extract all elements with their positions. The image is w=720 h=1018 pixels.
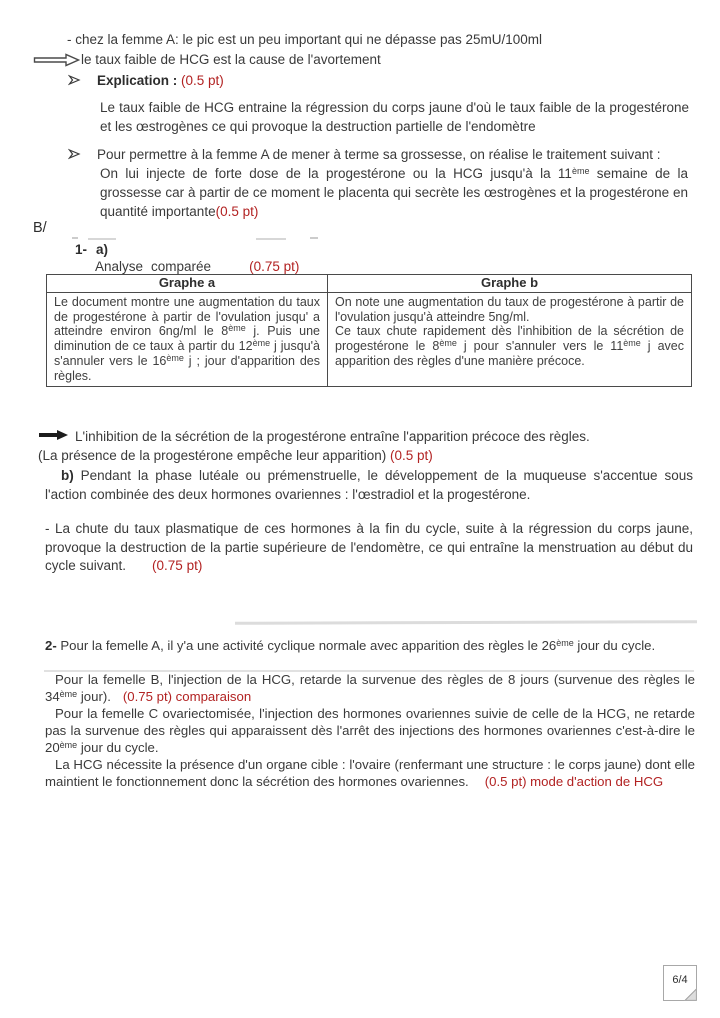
- hollow-arrow-icon: [33, 53, 80, 67]
- answer-2-femelle-a: 2- Pour la femelle A, il y'a une activité cyclique normale avec apparition des règles le 26ème jour du cycle.: [45, 638, 656, 653]
- answer-1b-paragraph: b) Pendant la phase lutéale ou prémenstruelle, le développement de la muqueuse s'accentue sous l'action combinée des deux hormones ovariennes : l'œstradiol et la progestérone.: [45, 468, 693, 502]
- table-body-row: [47, 292, 692, 386]
- solid-arrow-icon: [38, 429, 69, 441]
- table-cell-graphe-a: Le document montre une augmentation du taux de progestérone à partir de l'ovulation jusqu' a atteindre environ 6ng/ml le 8ème j. Puis une diminution de ce taux à partir du 12ème j jusqu'à s'annuler vers le 16ème j ; jour d'apparition des règles.: [47, 292, 328, 386]
- explication-body: Le taux faible de HCG entraine la régression du corps jaune d'où le taux faible de la progestérone et les œstrogènes ce qui provoque la destruction partielle de l'endomètre: [100, 100, 689, 134]
- table-header-graphe-b: Graphe b: [328, 275, 692, 293]
- scan-artifact: [235, 620, 697, 625]
- table-header-row: [47, 275, 692, 293]
- table-header-graphe-a: Graphe a: [47, 275, 328, 293]
- page-fold-icon: [684, 988, 697, 1001]
- intro-line: - chez la femme A: le pic est un peu important qui ne dépasse pas 25mU/100ml: [67, 32, 543, 47]
- page-number: 6/4: [672, 974, 688, 986]
- answer-2-femelle-c: Pour la femelle C ovariectomisée, l'injection des hormones ovariennes suivie de celle de la HCG, ne retarde pas la survenue des règles qui apparaissent dès l'arrêt des injections des hormones ovariennes c'est-à-dire le 20ème jour du cycle.: [45, 706, 695, 755]
- page-number-badge: [663, 965, 697, 1001]
- treatment-heading: Pour permettre à la femme A de mener à terme sa grossesse, on réalise le traitement suivant :: [97, 147, 661, 162]
- answer-1b-chute-paragraph: - La chute du taux plasmatique de ces hormones à la fin du cycle, suite à la régression du corps jaune, provoque la destruction de la partie supérieure de l'endomètre, ce qui entraîne la menstruation au début du cycle suivant. (0.75 pt): [45, 521, 693, 573]
- chevron-bullet-icon: [68, 148, 81, 160]
- scan-artifact: [72, 237, 78, 239]
- graph-comparison-table: [46, 274, 692, 387]
- conclusion-line-1: L'inhibition de la sécrétion de la progestérone entraîne l'apparition précoce des règles.: [75, 429, 590, 444]
- table-cell-graphe-b: On note une augmentation du taux de progestérone à partir de l'ovulation jusqu'à atteindre 5ng/ml. Ce taux chute rapidement dès l'inhibition de la sécrétion de progestérone le 8ème j pour s'annuler vers le 11ème j avec apparition des règles d'une manière précoce.: [328, 292, 692, 386]
- question-1a-label: 1- a): [75, 242, 109, 257]
- analyse-comparee-line: Analyse comparée (0.75 pt): [95, 259, 300, 274]
- explication-heading: Explication : (0.5 pt): [97, 73, 224, 88]
- answer-2-femelle-b: Pour la femelle B, l'injection de la HCG, retarde la survenue des règles de 8 jours (survenue des règles le 34ème jour). (0.75 pt) comparaison: [45, 672, 695, 704]
- scan-artifact: [310, 237, 318, 239]
- answer-2-hcg-mode-action: La HCG nécessite la présence d'un organe cible : l'ovaire (renfermant une structure : le corps jaune) dont elle maintient le fonctionnement donc la sécrétion des hormones ovariennes. (0.5 pt) mode d'action de HCG: [45, 757, 695, 789]
- cause-conclusion-line: le taux faible de HCG est la cause de l'avortement: [81, 52, 381, 67]
- section-b-label: B/: [33, 220, 47, 236]
- conclusion-line-2: (La présence de la progestérone empêche leur apparition) (0.5 pt): [38, 448, 433, 463]
- treatment-body: On lui injecte de forte dose de la progestérone ou la HCG jusqu'à la 11ème semaine de la grossesse car à partir de ce moment le placenta qui secrète les œstrogènes et la progestérone en quantité importante(0.5 pt): [100, 166, 688, 219]
- chevron-bullet-icon: [68, 74, 81, 86]
- scan-artifact: [256, 238, 286, 240]
